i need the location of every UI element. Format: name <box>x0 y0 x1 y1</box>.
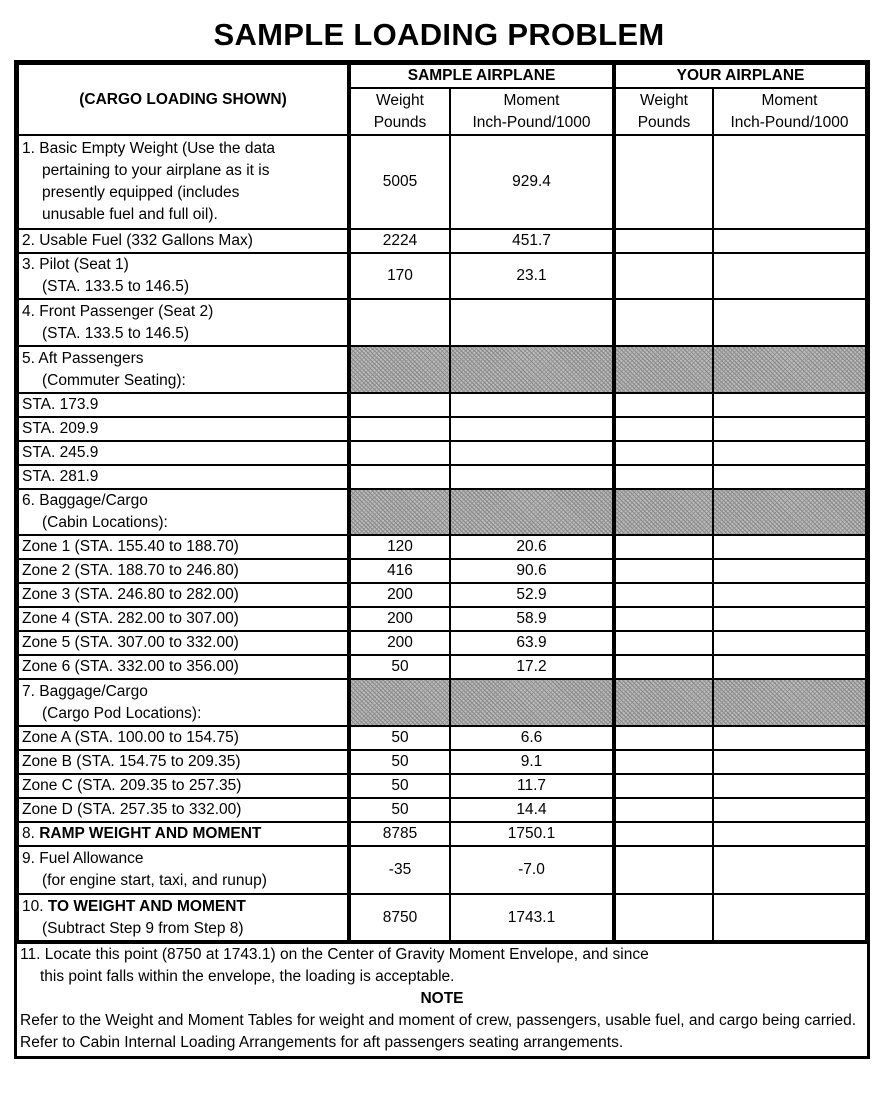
row-label <box>18 417 349 441</box>
your-weight-cell[interactable] <box>614 894 713 941</box>
row-title: RAMP WEIGHT AND MOMENT <box>39 825 262 842</box>
sample-moment-cell: -7.0 <box>450 846 614 894</box>
header-your-weight <box>614 88 713 135</box>
your-moment-cell[interactable] <box>713 229 866 253</box>
your-moment-cell[interactable] <box>713 417 866 441</box>
your-moment-cell[interactable] <box>713 535 866 559</box>
header-your-moment <box>713 88 866 135</box>
row-label-line: STA. 173.9 <box>22 396 99 413</box>
your-weight-cell[interactable] <box>614 559 713 583</box>
sample-weight-cell: 200 <box>349 583 450 607</box>
row-label-line: (STA. 133.5 to 146.5) <box>42 324 190 342</box>
your-weight-cell[interactable] <box>614 750 713 774</box>
your-weight-cell[interactable] <box>614 417 713 441</box>
shaded-cell <box>614 346 713 393</box>
table-row <box>18 798 866 822</box>
table-row <box>18 489 866 535</box>
row-label-line: (Commuter Seating): <box>42 371 186 389</box>
row-label-line: 3. Pilot (Seat 1) <box>22 256 129 273</box>
table-row <box>18 631 866 655</box>
sample-weight-cell <box>349 465 450 489</box>
sample-moment-cell: 14.4 <box>450 798 614 822</box>
sample-moment-cell <box>450 299 614 346</box>
your-weight-cell[interactable] <box>614 535 713 559</box>
row-label-line: (Subtract Step 9 from Step 8) <box>42 919 244 937</box>
header-sample-airplane: SAMPLE AIRPLANE <box>349 64 614 88</box>
table-row <box>18 559 866 583</box>
moment-unit-label: Inch-Pound/1000 <box>730 113 849 131</box>
sample-moment-cell: 451.7 <box>450 229 614 253</box>
your-moment-cell[interactable] <box>713 607 866 631</box>
sample-moment-cell: 11.7 <box>450 774 614 798</box>
table-row <box>18 846 866 894</box>
row-label-line: STA. 281.9 <box>22 468 99 485</box>
your-weight-cell[interactable] <box>614 253 713 299</box>
header-sample-weight <box>349 88 450 135</box>
your-moment-cell[interactable] <box>713 135 866 229</box>
sample-weight-cell: 50 <box>349 798 450 822</box>
shaded-cell <box>614 489 713 535</box>
row-label-line: 2. Usable Fuel (332 Gallons Max) <box>22 232 253 249</box>
sample-weight-cell: 8750 <box>349 894 450 941</box>
step-11-line-1: 11. Locate this point (8750 at 1743.1) on the Center of Gravity Moment Envelope, and since <box>20 946 649 963</box>
sample-moment-cell: 90.6 <box>450 559 614 583</box>
row-label <box>18 607 349 631</box>
sample-weight-cell <box>349 441 450 465</box>
shaded-cell <box>349 346 450 393</box>
sample-weight-cell <box>349 299 450 346</box>
sample-moment-cell: 929.4 <box>450 135 614 229</box>
sample-moment-cell: 1743.1 <box>450 894 614 941</box>
your-moment-cell[interactable] <box>713 822 866 846</box>
note-section <box>17 942 867 1056</box>
your-weight-cell[interactable] <box>614 441 713 465</box>
row-label <box>18 299 349 346</box>
your-moment-cell[interactable] <box>713 726 866 750</box>
row-label <box>18 894 349 941</box>
your-moment-cell[interactable] <box>713 583 866 607</box>
row-label-line: 6. Baggage/Cargo <box>22 492 148 509</box>
row-label-line: unusable fuel and full oil). <box>42 206 218 223</box>
your-weight-cell[interactable] <box>614 607 713 631</box>
row-label-line: (STA. 133.5 to 146.5) <box>42 278 190 295</box>
table-row <box>18 535 866 559</box>
table-row <box>18 393 866 417</box>
shaded-cell <box>713 346 866 393</box>
row-label-line: (Cargo Pod Locations): <box>42 704 202 722</box>
your-weight-cell[interactable] <box>614 798 713 822</box>
row-label <box>18 135 349 229</box>
row-label-line: 7. Baggage/Cargo <box>22 682 148 700</box>
your-weight-cell[interactable] <box>614 299 713 346</box>
row-label-line: pertaining to your airplane as it is <box>42 162 270 179</box>
table-row <box>18 726 866 750</box>
shaded-cell <box>450 346 614 393</box>
sample-weight-cell <box>349 393 450 417</box>
sample-moment-cell: 63.9 <box>450 631 614 655</box>
your-moment-cell[interactable] <box>713 894 866 941</box>
weight-label: Weight <box>640 91 688 109</box>
sample-moment-cell: 1750.1 <box>450 822 614 846</box>
your-moment-cell[interactable] <box>713 253 866 299</box>
your-moment-cell[interactable] <box>713 774 866 798</box>
your-weight-cell[interactable] <box>614 393 713 417</box>
your-moment-cell[interactable] <box>713 299 866 346</box>
shaded-cell <box>614 679 713 726</box>
row-label <box>18 583 349 607</box>
table-row <box>18 346 866 393</box>
sample-weight-cell: 2224 <box>349 229 450 253</box>
sample-weight-cell: 416 <box>349 559 450 583</box>
your-moment-cell[interactable] <box>713 798 866 822</box>
row-label <box>18 535 349 559</box>
row-label-line: Zone B (STA. 154.75 to 209.35) <box>22 753 241 770</box>
row-label <box>18 465 349 489</box>
row-label-line: Zone 2 (STA. 188.70 to 246.80) <box>22 562 239 579</box>
row-label <box>18 346 349 393</box>
table-row <box>18 655 866 679</box>
sample-moment-cell: 9.1 <box>450 750 614 774</box>
your-moment-cell[interactable] <box>713 393 866 417</box>
table-row <box>18 607 866 631</box>
table-row <box>18 441 866 465</box>
your-weight-cell[interactable] <box>614 135 713 229</box>
row-label-line: Zone C (STA. 209.35 to 257.35) <box>22 777 242 794</box>
sample-moment-cell: 20.6 <box>450 535 614 559</box>
page-title: SAMPLE LOADING PROBLEM <box>213 17 665 52</box>
moment-unit-label: Inch-Pound/1000 <box>472 113 591 131</box>
sample-weight-cell: 8785 <box>349 822 450 846</box>
table-row <box>18 894 866 941</box>
your-moment-cell[interactable] <box>713 750 866 774</box>
sample-weight-cell: 50 <box>349 750 450 774</box>
sample-moment-cell: 23.1 <box>450 253 614 299</box>
row-label-line: Zone 4 (STA. 282.00 to 307.00) <box>22 610 239 627</box>
pounds-label: Pounds <box>637 113 691 131</box>
sample-moment-cell: 52.9 <box>450 583 614 607</box>
table-row <box>18 299 866 346</box>
sample-weight-cell: 170 <box>349 253 450 299</box>
your-weight-cell[interactable] <box>614 631 713 655</box>
sample-weight-cell: 5005 <box>349 135 450 229</box>
sample-weight-cell: 50 <box>349 774 450 798</box>
row-label <box>18 655 349 679</box>
row-label-line: STA. 245.9 <box>22 444 99 461</box>
your-weight-cell[interactable] <box>614 229 713 253</box>
row-label <box>18 774 349 798</box>
weight-label: Weight <box>376 91 424 109</box>
row-label-line: 5. Aft Passengers <box>22 349 144 367</box>
shaded-cell <box>450 679 614 726</box>
row-number: 8. <box>22 825 40 842</box>
row-label <box>18 489 349 535</box>
note-text: Refer to the Weight and Moment Tables for weight and moment of crew, passengers, usable fuel, and cargo being carried. Refer to Cabin Internal Loading Arrangements for aft passengers seating arrangements. <box>20 1012 857 1051</box>
your-weight-cell[interactable] <box>614 774 713 798</box>
row-label <box>18 679 349 726</box>
row-label-line: Zone D (STA. 257.35 to 332.00) <box>22 801 242 818</box>
table-row <box>18 774 866 798</box>
row-label <box>18 253 349 299</box>
moment-label: Moment <box>503 91 560 109</box>
shaded-cell <box>713 679 866 726</box>
row-label-line: Zone 1 (STA. 155.40 to 188.70) <box>22 538 239 555</box>
table-row <box>18 822 866 846</box>
row-label <box>18 631 349 655</box>
row-label <box>18 559 349 583</box>
pounds-label: Pounds <box>373 113 427 131</box>
row-label-line: presently equipped (includes <box>42 184 240 201</box>
sample-moment-cell <box>450 441 614 465</box>
sample-weight-cell: 50 <box>349 655 450 679</box>
your-moment-cell[interactable] <box>713 631 866 655</box>
table-row <box>18 750 866 774</box>
row-label <box>18 846 349 894</box>
table-row <box>18 583 866 607</box>
sample-weight-cell <box>349 417 450 441</box>
sample-weight-cell: 50 <box>349 726 450 750</box>
row-label-line: (for engine start, taxi, and runup) <box>42 872 267 889</box>
row-label <box>18 726 349 750</box>
row-label <box>18 393 349 417</box>
your-moment-cell[interactable] <box>713 846 866 894</box>
row-label-line: 1. Basic Empty Weight (Use the data <box>22 140 275 157</box>
header-sample-moment <box>450 88 614 135</box>
your-weight-cell[interactable] <box>614 465 713 489</box>
shaded-cell <box>349 489 450 535</box>
shaded-cell <box>713 489 866 535</box>
sample-weight-cell: 200 <box>349 631 450 655</box>
row-label-line: 4. Front Passenger (Seat 2) <box>22 302 214 320</box>
your-moment-cell[interactable] <box>713 655 866 679</box>
your-weight-cell[interactable] <box>614 583 713 607</box>
row-label-line: 9. Fuel Allowance <box>22 850 144 867</box>
your-moment-cell[interactable] <box>713 559 866 583</box>
table-row <box>18 679 866 726</box>
sample-moment-cell <box>450 393 614 417</box>
step-11-line-2: this point falls within the envelope, the loading is acceptable. <box>40 968 455 985</box>
sample-moment-cell: 6.6 <box>450 726 614 750</box>
shaded-cell <box>450 489 614 535</box>
your-weight-cell[interactable] <box>614 846 713 894</box>
row-label <box>18 229 349 253</box>
note-heading: NOTE <box>420 990 464 1007</box>
row-number: 10. <box>22 897 48 915</box>
shaded-cell <box>349 679 450 726</box>
your-moment-cell[interactable] <box>713 441 866 465</box>
header-caption: (CARGO LOADING SHOWN) <box>18 64 349 135</box>
row-label-line: Zone 6 (STA. 332.00 to 356.00) <box>22 658 239 675</box>
row-label-line: Zone 3 (STA. 246.80 to 282.00) <box>22 586 239 603</box>
row-label <box>18 750 349 774</box>
sample-weight-cell: 200 <box>349 607 450 631</box>
sample-moment-cell: 58.9 <box>450 607 614 631</box>
table-row <box>18 465 866 489</box>
table-row <box>18 229 866 253</box>
your-weight-cell[interactable] <box>614 655 713 679</box>
moment-label: Moment <box>761 91 818 109</box>
sample-moment-cell <box>450 465 614 489</box>
row-title: TO WEIGHT AND MOMENT <box>47 897 246 915</box>
header-your-airplane: YOUR AIRPLANE <box>614 64 866 88</box>
table-row <box>18 417 866 441</box>
table-row <box>18 135 866 229</box>
row-label <box>18 822 349 846</box>
row-label <box>18 798 349 822</box>
sample-moment-cell <box>450 417 614 441</box>
sample-weight-cell: -35 <box>349 846 450 894</box>
row-label <box>18 441 349 465</box>
sample-weight-cell: 120 <box>349 535 450 559</box>
your-moment-cell[interactable] <box>713 465 866 489</box>
loading-table <box>14 60 870 1059</box>
table-row <box>18 253 866 299</box>
your-weight-cell[interactable] <box>614 822 713 846</box>
row-label-line: Zone 5 (STA. 307.00 to 332.00) <box>22 634 239 651</box>
sample-moment-cell: 17.2 <box>450 655 614 679</box>
row-label-line: (Cabin Locations): <box>42 514 168 531</box>
your-weight-cell[interactable] <box>614 726 713 750</box>
row-label-line: Zone A (STA. 100.00 to 154.75) <box>22 729 239 746</box>
row-label-line: STA. 209.9 <box>22 420 99 437</box>
